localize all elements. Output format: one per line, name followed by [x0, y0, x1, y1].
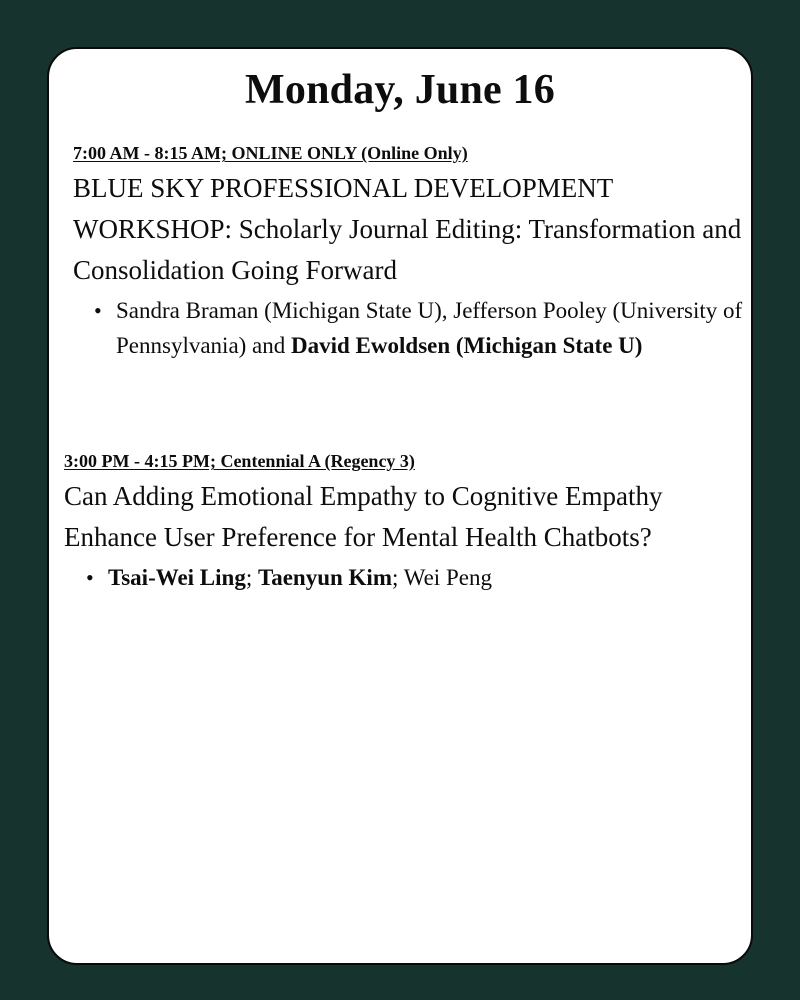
session-1	[73, 142, 743, 363]
presenters-text: Sandra Braman (Michigan State U), Jefferson Pooley (University of Pennsylvania) and	[116, 298, 743, 358]
session-time[interactable]: 7:00 AM - 8:15 AM; ONLINE ONLY (Online Only)	[73, 143, 468, 163]
presenter-highlight: David Ewoldsen (Michigan State U)	[291, 333, 643, 358]
presenter-name: Tsai-Wei Ling	[108, 565, 246, 590]
presenter-separator: ;	[392, 565, 404, 590]
presenter-name: Taenyun Kim	[257, 565, 392, 590]
session-2	[64, 450, 744, 595]
presenter-separator: ;	[245, 565, 258, 590]
bullet-icon: •	[94, 298, 102, 323]
session-title: Can Adding Emotional Empathy to Cognitive Empathy Enhance User Preference for Mental Health Chatbots?	[64, 481, 663, 552]
presenter-item	[94, 293, 743, 363]
page-title: Monday, June 16	[245, 67, 555, 113]
presenter-name: Wei Peng	[403, 565, 492, 590]
presenter-item	[86, 560, 744, 595]
presenter-list	[64, 560, 744, 595]
session-title: BLUE SKY PROFESSIONAL DEVELOPMENT WORKSHOP: Scholarly Journal Editing: Transformation and Consolidation Going Forward	[73, 173, 742, 285]
presenter-list	[73, 293, 743, 363]
bullet-icon: •	[86, 565, 94, 590]
session-time[interactable]: 3:00 PM - 4:15 PM; Centennial A (Regency 3)	[64, 451, 415, 471]
